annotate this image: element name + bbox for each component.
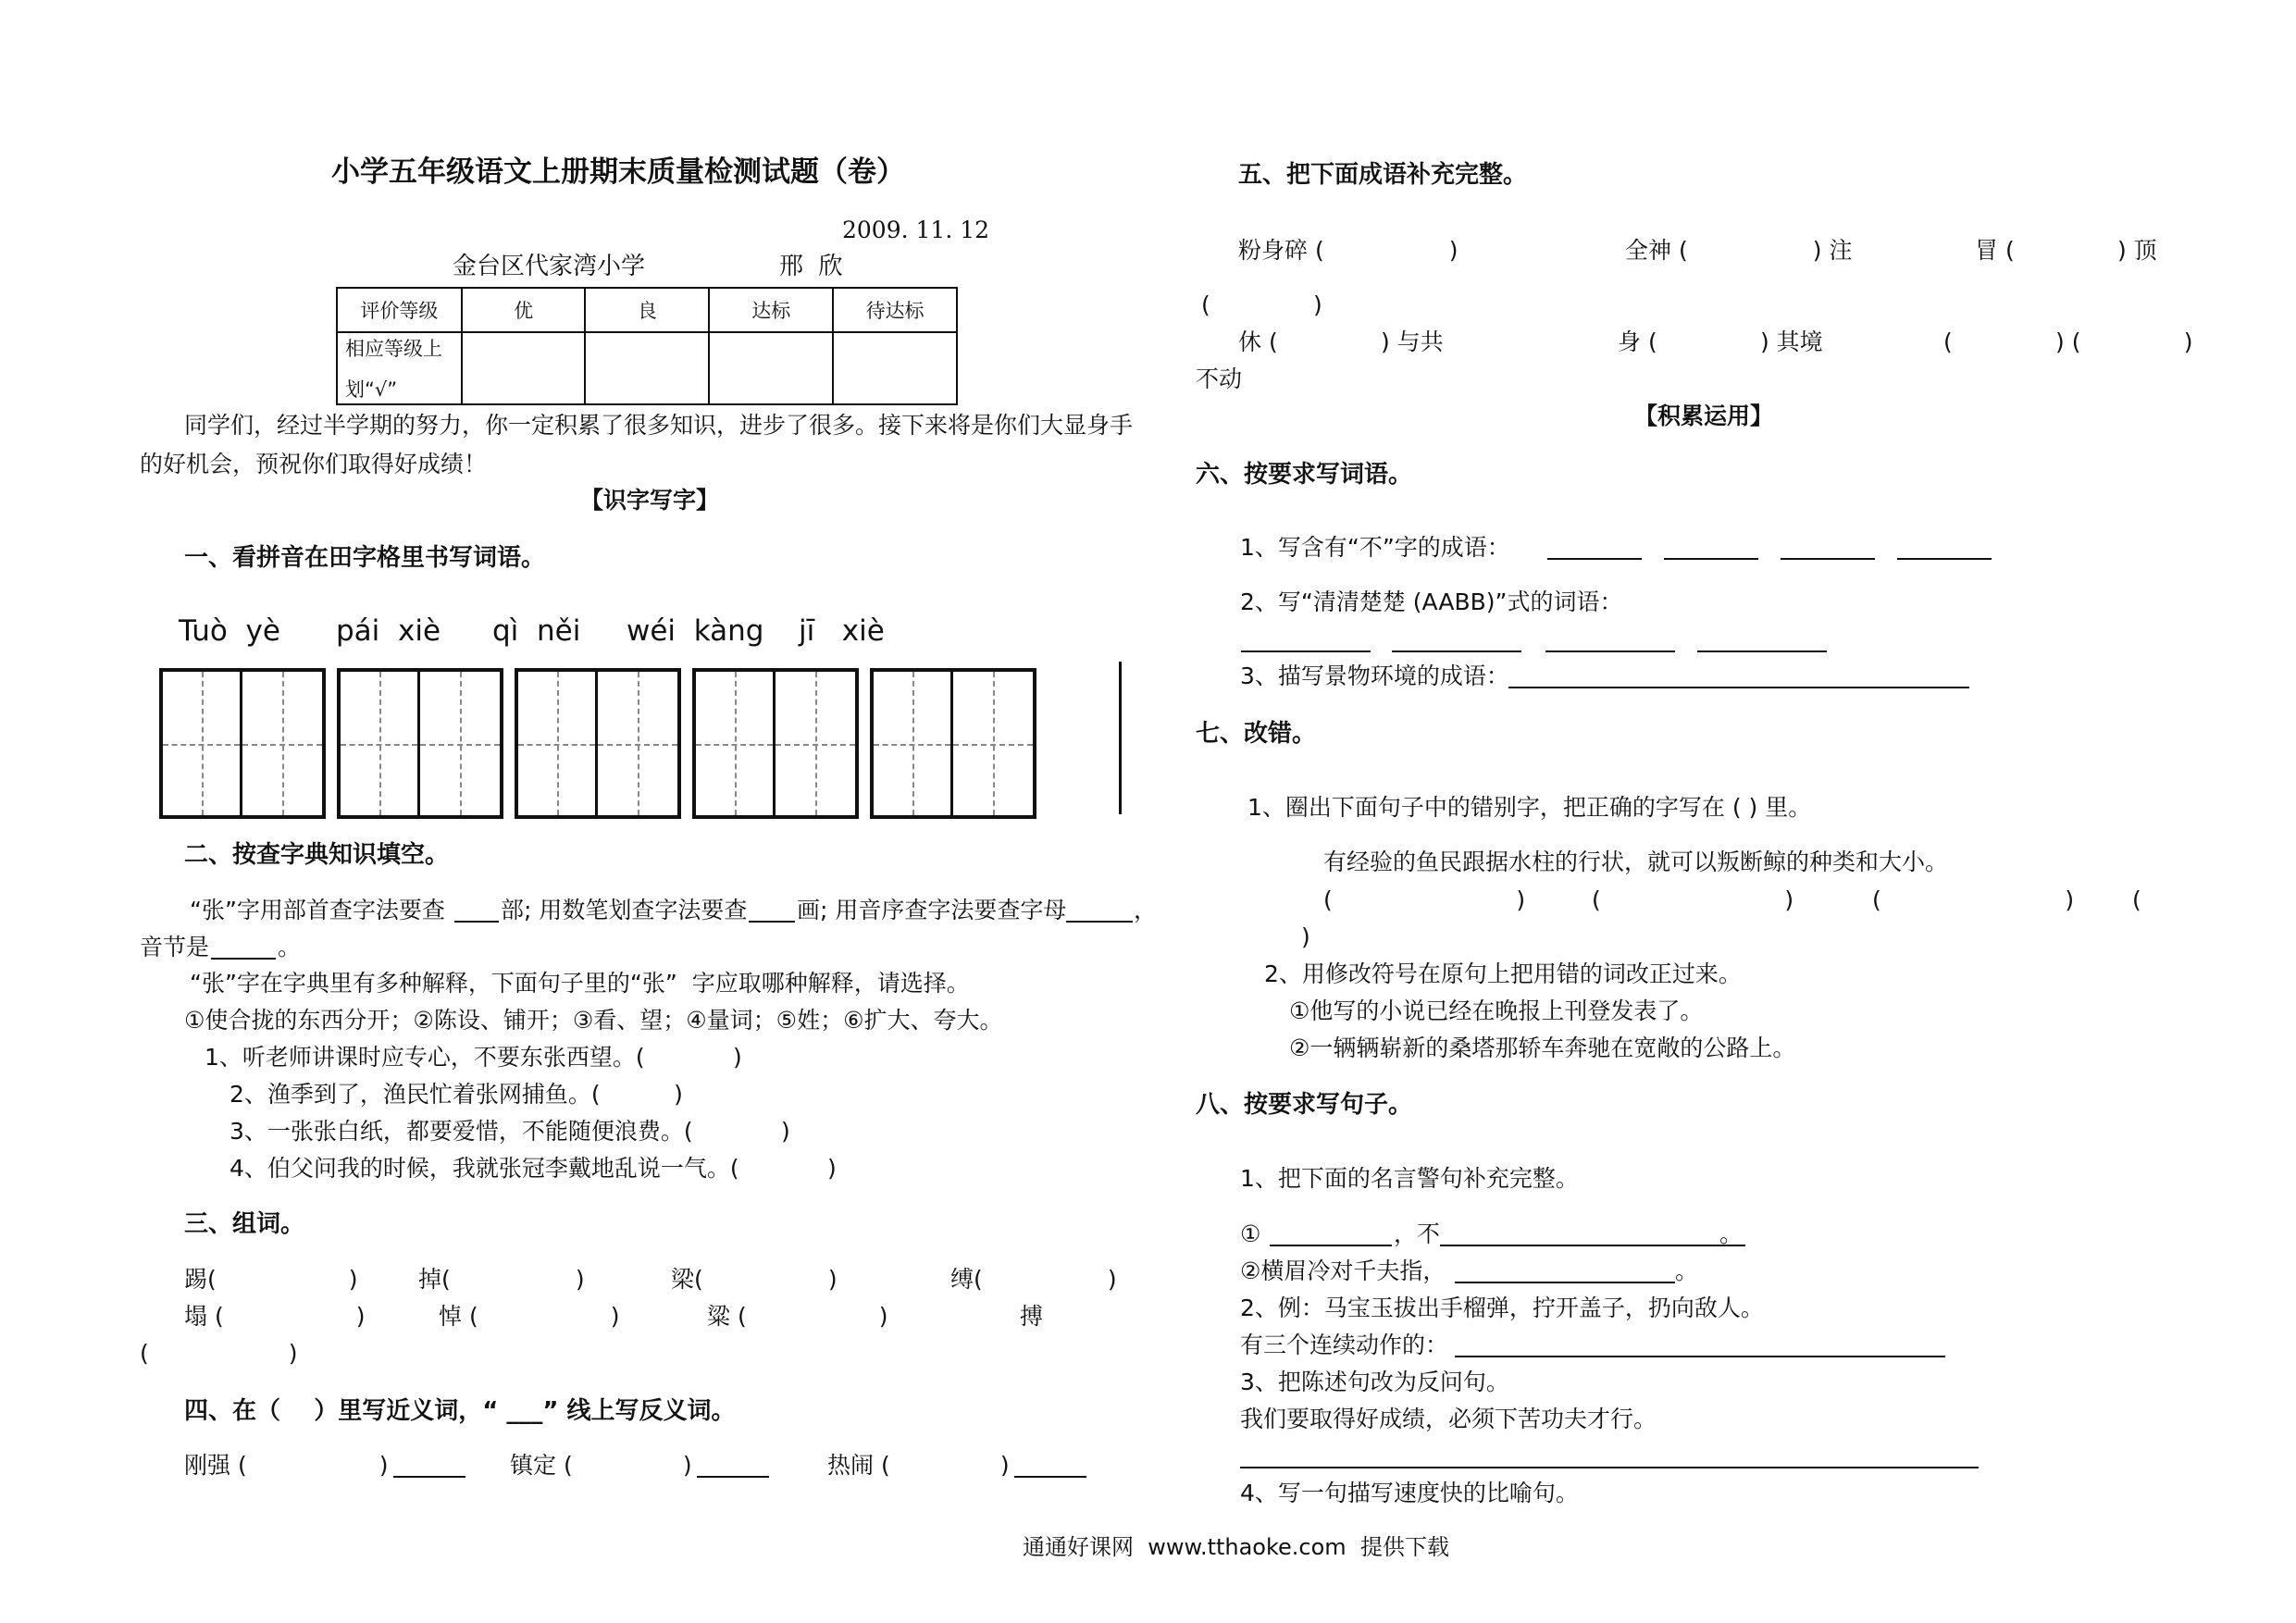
section-heading-shizi: 【识字写字】 xyxy=(580,487,720,514)
q2-para-2: “张”字在字典里有多种解释，下面句子里的“张” 字应取哪种解释，请选择。 xyxy=(190,970,970,997)
eval-mark-cell[interactable] xyxy=(709,332,833,404)
q7-sentence: 有经验的鱼民跟据水柱的行状，就可以叛断鲸的种类和大小。 xyxy=(1323,849,1949,875)
scenery-idiom-blank[interactable] xyxy=(1508,687,1969,688)
q3-word-5: 塌 ( ) xyxy=(184,1303,366,1330)
idiom-blank-1[interactable] xyxy=(1547,558,1642,560)
q2-text-2: 部; 用数笔划查字法要查 xyxy=(501,897,748,923)
q7-paren-1: ( ) xyxy=(1323,886,1526,913)
q3-word-4: 缚( ) xyxy=(950,1266,1117,1293)
aabb-blank-4[interactable] xyxy=(1697,650,1827,652)
q5-idiom-1: 粉身碎 ( ) xyxy=(1238,237,1458,264)
q7-sentence-2b: ②一辆辆崭新的桑塔那轿车奔驰在宽敞的公路上。 xyxy=(1289,1035,1796,1061)
q2-text-6: 。 xyxy=(278,934,302,960)
q3-title: 三、组词。 xyxy=(184,1210,305,1238)
q8-c1-end: 。 xyxy=(1719,1220,1744,1247)
q2-item-2: 2、渔季到了，渔民忙着张网捕鱼。( ) xyxy=(230,1081,683,1108)
q8-c2-end: 。 xyxy=(1675,1258,1699,1284)
q3-word-8: 搏 xyxy=(1020,1303,1044,1330)
tianzige-box-3[interactable] xyxy=(515,668,681,819)
idiom-blank-2[interactable] xyxy=(1664,558,1758,560)
q7-item-2: 2、用修改符号在原句上把用错的词改正过来。 xyxy=(1264,960,1742,987)
q8-c2: ②横眉冷对千夫指， xyxy=(1240,1258,1446,1284)
evaluation-table xyxy=(336,287,958,405)
eval-mark-label xyxy=(337,332,462,404)
q2-options: ①使合拢的东西分开；②陈设、铺开；③看、望；④量词；⑤姓；⑥扩大、夸大。 xyxy=(184,1007,1003,1034)
pinyin-4: wéi kàng xyxy=(627,614,764,648)
footer-credit: 通通好课网 www.tthaoke.com 提供下载 xyxy=(1023,1534,1449,1560)
antonym-blank-1[interactable] xyxy=(393,1476,465,1478)
blank-radical[interactable] xyxy=(454,921,499,923)
q2-item-3: 3、一张张白纸，都要爱惜，不能随便浪费。( ) xyxy=(230,1118,790,1145)
pinyin-2: pái xiè xyxy=(336,614,441,648)
q6-item-3: 3、描写景物环境的成语： xyxy=(1240,663,1509,689)
eval-mark-label-line2: 划“√” xyxy=(345,378,398,401)
q7-title: 七、改错。 xyxy=(1196,720,1317,748)
aabb-blank-1[interactable] xyxy=(1241,650,1371,652)
q7-paren-3: ( ) xyxy=(1872,886,2075,913)
q5-title: 五、把下面成语补充完整。 xyxy=(1238,161,1528,189)
q8-item-2-prompt: 有三个连续动作的： xyxy=(1240,1332,1449,1358)
q1-title: 一、看拼音在田字格里书写词语。 xyxy=(184,544,546,572)
q2-text-4: ， xyxy=(1134,897,1158,923)
eval-mark-label-line1: 相应等级上 xyxy=(345,338,442,360)
blank-strokes[interactable] xyxy=(749,921,795,923)
q2-text-1: “张”字用部首查字法要查 xyxy=(190,897,445,923)
tianzige-box-2[interactable] xyxy=(337,668,503,819)
q3-word-3: 梁( ) xyxy=(671,1266,838,1293)
q8-c1-prefix: ① xyxy=(1240,1220,1261,1247)
intro-line-2: 的好机会，预祝你们取得好成绩！ xyxy=(140,451,488,477)
q6-title: 六、按要求写词语。 xyxy=(1196,461,1413,489)
q5-idiom-6-cont: 不动 xyxy=(1196,365,1243,392)
antonym-blank-3[interactable] xyxy=(1014,1476,1086,1478)
q4-item-1: 刚强 ( ) xyxy=(184,1452,389,1479)
q8-item-2: 2、例：马宝玉拔出手榴弹，拧开盖子，扔向敌人。 xyxy=(1240,1295,1764,1321)
q7-paren-4: ( xyxy=(2132,886,2141,913)
eval-grade-pass: 达标 xyxy=(709,288,833,332)
q7-paren-2: ( ) xyxy=(1592,886,1794,913)
rhetorical-blank[interactable] xyxy=(1240,1467,1979,1468)
q2-text-3: 画; 用音序查字法要查字母 xyxy=(797,897,1067,923)
eval-grade-needs-work: 待达标 xyxy=(833,288,957,332)
page-divider-line xyxy=(1119,662,1122,814)
tianzige-box-4[interactable] xyxy=(692,668,859,819)
q6-item-2: 2、写“清清楚楚 (AABB)”式的词语： xyxy=(1240,588,1623,615)
q3-word-7: 粱 ( ) xyxy=(707,1303,888,1330)
q4-item-3: 热闹 ( ) xyxy=(827,1452,1010,1479)
q3-word-6: 悼 ( ) xyxy=(439,1303,620,1330)
q2-item-1: 1、听老师讲课时应专心，不要东张西望。( ) xyxy=(205,1044,742,1071)
q6-item-1: 1、写含有“不”字的成语： xyxy=(1240,534,1510,561)
q5-idiom-5: 身 ( ) 其境 xyxy=(1618,328,1823,355)
q2-item-4: 4、伯父问我的时候，我就张冠李戴地乱说一气。( ) xyxy=(230,1155,837,1182)
antonym-blank-2[interactable] xyxy=(697,1476,769,1478)
pinyin-1: Tuò yè xyxy=(179,614,280,648)
eval-grade-good: 良 xyxy=(585,288,709,332)
aabb-blank-2[interactable] xyxy=(1392,650,1521,652)
pinyin-3: qì něi xyxy=(492,614,581,648)
q7-paren-4-close: ) xyxy=(1301,923,1310,950)
q8-c1-mid: ，不 xyxy=(1394,1220,1441,1247)
aabb-blank-3[interactable] xyxy=(1545,650,1675,652)
tianzige-box-5[interactable] xyxy=(870,668,1036,819)
exam-date: 2009. 11. 12 xyxy=(842,217,990,243)
q8-item-4: 4、写一句描写速度快的比喻句。 xyxy=(1240,1480,1579,1506)
q5-idiom-2: 全神 ( ) 注 xyxy=(1625,237,1853,264)
q3-word-1: 踢( ) xyxy=(184,1266,358,1293)
eval-grade-excellent: 优 xyxy=(462,288,586,332)
page-title: 小学五年级语文上册期末质量检测试题（卷） xyxy=(331,155,905,189)
author-name: 邢 欣 xyxy=(779,253,843,280)
tianzige-box-1[interactable] xyxy=(159,668,326,819)
blank-syllable[interactable] xyxy=(211,958,276,960)
blank-letter[interactable] xyxy=(1066,921,1133,923)
q5-idiom-6: ( ) ( ) xyxy=(1943,328,2193,355)
q8-title: 八、按要求写句子。 xyxy=(1196,1091,1413,1119)
q7-item-1: 1、圈出下面句子中的错别字，把正确的字写在 ( ) 里。 xyxy=(1247,794,1812,821)
q5-idiom-3-cont: ( ) xyxy=(1201,291,1322,318)
q2-title: 二、按查字典知识填空。 xyxy=(184,841,450,869)
q4-item-2: 镇定 ( ) xyxy=(510,1452,692,1479)
action-sentence-blank[interactable] xyxy=(1455,1356,1945,1357)
eval-header-label: 评价等级 xyxy=(337,288,462,332)
q5-idiom-4: 休 ( ) 与共 xyxy=(1238,328,1444,355)
q5-idiom-3: 冒 ( ) 顶 xyxy=(1975,237,2157,264)
section-heading-jilei: 【积累运用】 xyxy=(1634,403,1774,429)
idiom-blank-3[interactable] xyxy=(1781,558,1875,560)
eval-mark-cell[interactable] xyxy=(833,332,957,404)
q8-item-3: 3、把陈述句改为反问句。 xyxy=(1240,1369,1509,1395)
eval-mark-cell[interactable] xyxy=(462,332,586,404)
q8-item-1: 1、把下面的名言警句补充完整。 xyxy=(1240,1165,1579,1192)
q3-word-8-paren: ( ) xyxy=(140,1340,298,1367)
eval-mark-cell[interactable] xyxy=(585,332,709,404)
q2-text-5: 音节是 xyxy=(140,934,210,960)
q7-sentence-2a: ①他写的小说已经在晚报上刊登发表了。 xyxy=(1289,997,1704,1024)
q3-word-2: 掉( ) xyxy=(418,1266,585,1293)
pinyin-5: jī xiè xyxy=(799,614,885,648)
q8-item-3-sentence: 我们要取得好成绩，必须下苦功夫才行。 xyxy=(1240,1406,1657,1432)
q4-title: 四、在（ ）里写近义词，“ ___” 线上写反义词。 xyxy=(184,1397,736,1425)
school-name: 金台区代家湾小学 xyxy=(453,253,646,280)
intro-line-1: 同学们，经过半学期的努力，你一定积累了很多知识，进步了很多。接下来将是你们大显身手 xyxy=(184,412,1134,439)
idiom-blank-4[interactable] xyxy=(1897,558,1992,560)
quote-blank-1[interactable] xyxy=(1270,1245,1392,1246)
quote-blank-2[interactable] xyxy=(1440,1245,1745,1246)
quote-blank-3[interactable] xyxy=(1455,1282,1675,1283)
